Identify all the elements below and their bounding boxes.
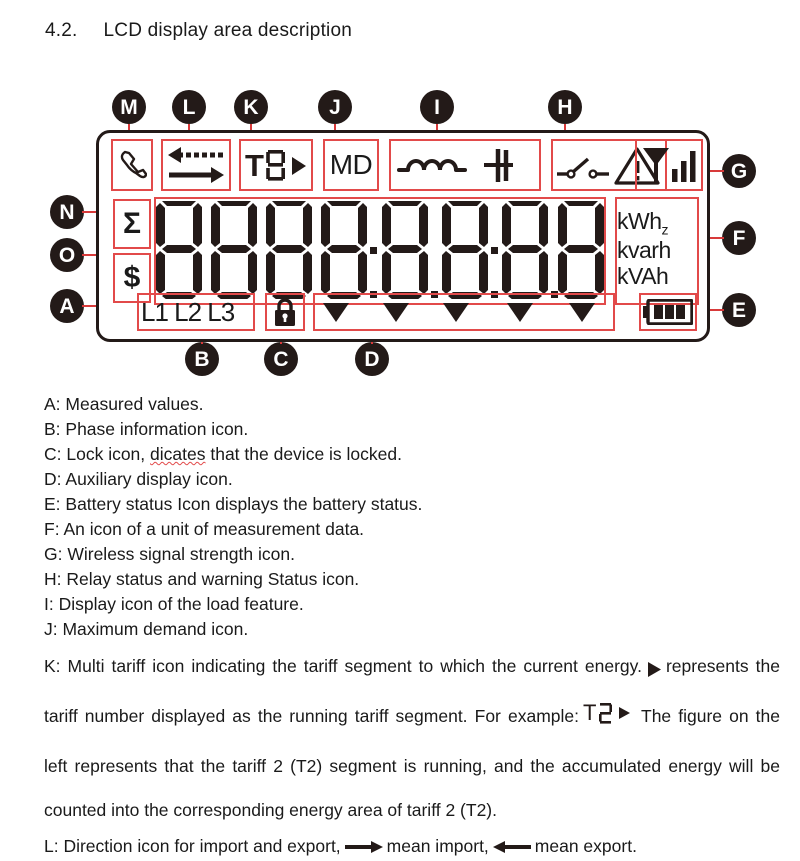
measured-value-display [154, 199, 604, 299]
inductor-capacitor-icon [389, 139, 541, 191]
maximum-demand-icon: MD [329, 149, 373, 180]
tariff-icon [239, 139, 313, 191]
callout-badge-n: N [50, 195, 84, 229]
section-title: LCD display area description [103, 20, 352, 41]
description-e: E: Battery status Icon displays the battery status. [44, 494, 423, 514]
callout-badge-j: J [318, 90, 352, 124]
callout-badge-c: C [264, 342, 298, 376]
aux-triangle [569, 303, 595, 322]
import-export-arrows-icon [161, 139, 231, 191]
lock-closed-icon [265, 293, 305, 331]
description-l: L: Direction icon for import and export, mean import, mean export. [44, 834, 784, 861]
measurement-units [617, 197, 699, 301]
lcd-diagram [0, 78, 800, 378]
callout-badge-h: H [548, 90, 582, 124]
description-g: G: Wireless signal strength icon. [44, 544, 295, 564]
currency-dollar-icon: $ [123, 261, 141, 294]
tariff-pointer-icon [646, 650, 662, 694]
unit-kwh: kWh$_z$ [617, 207, 668, 238]
unit-kvarh: kvarh [617, 236, 671, 263]
callout-badge-o: O [50, 238, 84, 272]
unit-kvah: kVAh [617, 262, 669, 289]
svg-text:T: T [583, 700, 597, 725]
description-j: J: Maximum demand icon. [44, 619, 249, 639]
seven-segment-digits [154, 199, 604, 299]
description-a: A: Measured values. [44, 394, 204, 414]
lcd-top-icon-row [99, 139, 707, 197]
description-k: K: Multi tariff icon indicating the tariff segment to which the current energy. represents the tariff number displayed as the running tariff segment. For example: T The figure on the left represents that the tariff 2 (T2) segment is running, and the accumulated energy will be counted into the corresponding energy area of tariff 2 (T2). [44, 644, 780, 832]
callout-badge-m: M [112, 90, 146, 124]
callout-badge-f: F [722, 221, 756, 255]
description-h: H: Relay status and warning Status icon. [44, 569, 360, 589]
callout-badge-k: K [234, 90, 268, 124]
page-title [45, 20, 352, 42]
export-arrow-icon [492, 836, 532, 861]
description-i: I: Display icon of the load feature. [44, 594, 304, 614]
phone-handset-icon [111, 139, 153, 191]
callout-badge-e: E [722, 293, 756, 327]
aux-triangle [323, 303, 349, 322]
aux-triangle-row [321, 299, 611, 329]
description-d: D: Auxiliary display icon. [44, 469, 233, 489]
callout-badge-l: L [172, 90, 206, 124]
spellcheck-flagged-word: dicates [150, 444, 206, 464]
aux-triangle [383, 303, 409, 322]
description-c: C: Lock icon, dicates that the device is locked. [44, 444, 402, 464]
battery-status-icon [643, 299, 693, 325]
import-arrow-icon [344, 836, 384, 861]
wireless-signal-icon [635, 139, 703, 191]
callout-badge-d: D [355, 342, 389, 376]
svg-text:T: T [245, 148, 264, 183]
callout-badge-b: B [185, 342, 219, 376]
aux-triangle [443, 303, 469, 322]
description-f: F: An icon of a unit of measurement data. [44, 519, 365, 539]
section-number: 4.2. [45, 20, 78, 41]
description-list [44, 392, 784, 861]
callout-badge-g: G [722, 154, 756, 188]
aux-triangle [507, 303, 533, 322]
lcd-bottom-row [99, 293, 707, 335]
lcd-panel [96, 130, 710, 342]
callout-badge-a: A [50, 289, 84, 323]
description-b: B: Phase information icon. [44, 419, 249, 439]
tariff-example-icon [583, 698, 637, 744]
phase-indicator: L1 L2 L3 [141, 297, 235, 327]
total-sigma-icon: Σ [122, 207, 141, 240]
callout-badge-i: I [420, 90, 454, 124]
